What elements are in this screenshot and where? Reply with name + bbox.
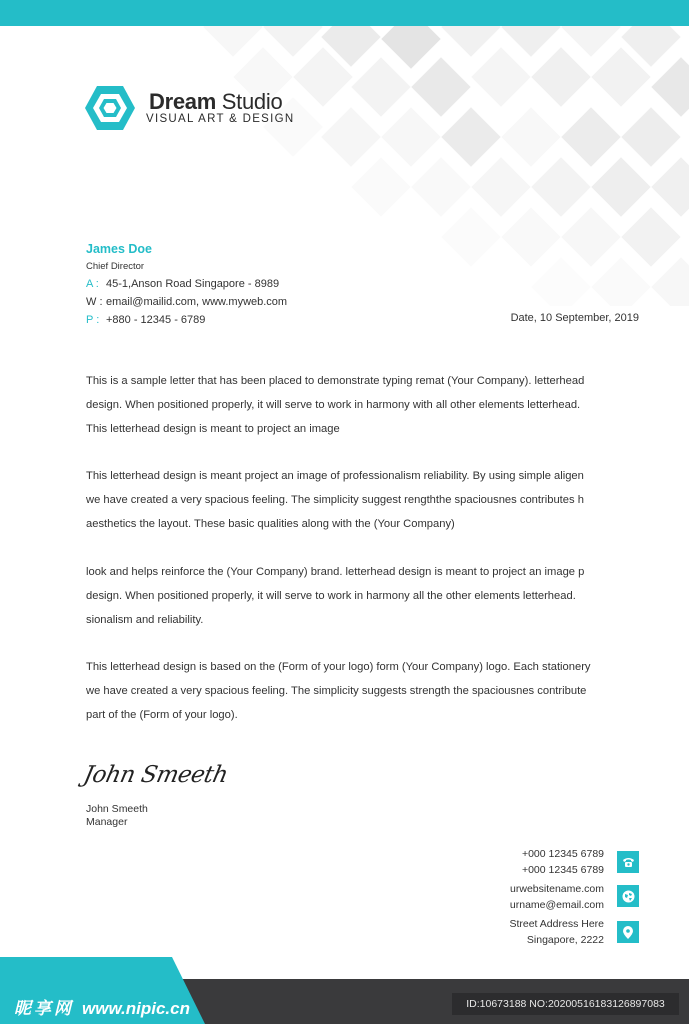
paragraph-line: design. When positioned properly, it will serve to work in harmony all the other elements letterhead. bbox=[86, 589, 576, 602]
pattern-tile bbox=[471, 157, 530, 216]
paragraph-line: This letterhead design is meant project an image of professionalism reliability. By using simple aligen bbox=[86, 470, 584, 482]
brand-name-bold: Dream bbox=[149, 89, 216, 114]
pattern-tile bbox=[263, 26, 322, 57]
pattern-tile bbox=[651, 57, 689, 116]
hexagon-icon bbox=[85, 86, 135, 130]
pattern-tile bbox=[471, 47, 530, 106]
paragraph-line: aesthetics the layout. These basic qualities along with the (Your Company) bbox=[86, 517, 455, 530]
pattern-tile bbox=[441, 207, 500, 266]
pattern-tile bbox=[381, 26, 440, 69]
web-label: W : bbox=[86, 296, 103, 308]
signer-name: John Smeeth bbox=[86, 803, 148, 815]
contact-street: Street Address Here bbox=[509, 918, 604, 930]
pattern-tile bbox=[501, 26, 560, 57]
paragraph-2 bbox=[86, 465, 646, 536]
paragraph-line: we have created a very spacious feeling. The simplicity suggest rengththe spaciousnes contributes h bbox=[86, 493, 584, 506]
contact-city: Singapore, 2222 bbox=[526, 933, 604, 946]
address-label: A : bbox=[86, 278, 99, 290]
pattern-tile bbox=[651, 157, 689, 216]
contact-phones bbox=[522, 847, 604, 878]
contact-web bbox=[510, 882, 604, 913]
pattern-tile bbox=[381, 107, 440, 166]
location-pin-icon bbox=[617, 921, 639, 943]
address-value: 45-1,Anson Road Singapore - 8989 bbox=[106, 278, 280, 290]
pattern-tile bbox=[561, 207, 620, 266]
top-accent-bar bbox=[0, 0, 689, 26]
paragraph-1 bbox=[86, 370, 646, 441]
paragraph-line: sionalism and reliability. bbox=[86, 613, 204, 626]
pattern-tile bbox=[321, 107, 380, 166]
brand-name bbox=[149, 89, 282, 115]
pattern-tile bbox=[351, 57, 410, 116]
phone-value: +880 - 12345 - 6789 bbox=[106, 314, 206, 326]
pattern-tile bbox=[621, 207, 680, 266]
signature-script: John Smeeth bbox=[81, 762, 231, 788]
paragraph-line: design. When positioned properly, it will serve to work in harmony with all other elements letterhead. bbox=[86, 398, 581, 411]
paragraph-line: we have created a very spacious feeling. The simplicity suggests strength the spaciousnes contribute bbox=[86, 684, 587, 697]
pattern-tile bbox=[351, 157, 410, 216]
pattern-tile bbox=[591, 157, 650, 216]
sender-phone bbox=[86, 314, 205, 326]
paragraph-line: This letterhead design is meant to project an image bbox=[86, 422, 340, 435]
pattern-tile bbox=[561, 107, 620, 166]
watermark-cn: 昵享网 bbox=[14, 999, 74, 1018]
pattern-tile bbox=[591, 257, 650, 306]
pattern-tile bbox=[561, 26, 620, 57]
letter-date: Date, 10 September, 2019 bbox=[510, 312, 639, 324]
sender-name: James Doe bbox=[86, 242, 153, 256]
pattern-tile bbox=[441, 107, 500, 166]
contact-phone-2: +000 12345 6789 bbox=[521, 863, 604, 876]
web-value: email@mailid.com, www.myweb.com bbox=[106, 296, 288, 308]
phone-icon bbox=[617, 851, 639, 873]
pattern-tile bbox=[411, 157, 470, 216]
pattern-tile bbox=[501, 107, 560, 166]
paragraph-3 bbox=[86, 561, 646, 632]
pattern-tile bbox=[531, 157, 590, 216]
contact-address bbox=[509, 917, 604, 948]
sender-web bbox=[86, 296, 287, 308]
pattern-tile bbox=[501, 207, 560, 266]
pattern-tile bbox=[531, 257, 590, 306]
watermark bbox=[14, 994, 190, 1019]
signer-title: Manager bbox=[86, 816, 128, 828]
pattern-tile bbox=[411, 57, 470, 116]
diamond-pattern-background bbox=[200, 26, 689, 306]
paragraph-line: part of the (Form of your logo). bbox=[86, 708, 238, 721]
phone-label: P : bbox=[86, 314, 100, 326]
globe-icon bbox=[617, 885, 639, 907]
sender-title: Chief Director bbox=[86, 261, 145, 272]
paragraph-line: look and helps reinforce the (Your Company) brand. letterhead design is meant to project an image p bbox=[86, 566, 585, 578]
pattern-tile bbox=[531, 47, 590, 106]
brand-tagline: VISUAL ART & DESIGN bbox=[146, 113, 295, 125]
image-id-label: ID:10673188 NO:20200516183126897083 bbox=[452, 993, 679, 1015]
pattern-tile bbox=[203, 26, 262, 57]
brand-name-regular: Studio bbox=[215, 89, 283, 114]
pattern-tile bbox=[651, 257, 689, 306]
sender-address bbox=[86, 278, 279, 290]
contact-website: urwebsitename.com bbox=[510, 883, 604, 895]
pattern-tile bbox=[621, 107, 680, 166]
contact-email: urname@email.com bbox=[509, 898, 604, 911]
contact-phone-1: +000 12345 6789 bbox=[521, 848, 604, 860]
paragraph-4 bbox=[86, 656, 646, 727]
pattern-tile bbox=[441, 26, 500, 57]
paragraph-line: This letterhead design is based on the (Form of your logo) form (Your Company) logo. Each stationery bbox=[86, 661, 591, 673]
watermark-url: www.nipic.cn bbox=[82, 999, 190, 1018]
paragraph-line: This is a sample letter that has been placed to demonstrate typing remat (Your Company). letterhead bbox=[86, 375, 585, 387]
